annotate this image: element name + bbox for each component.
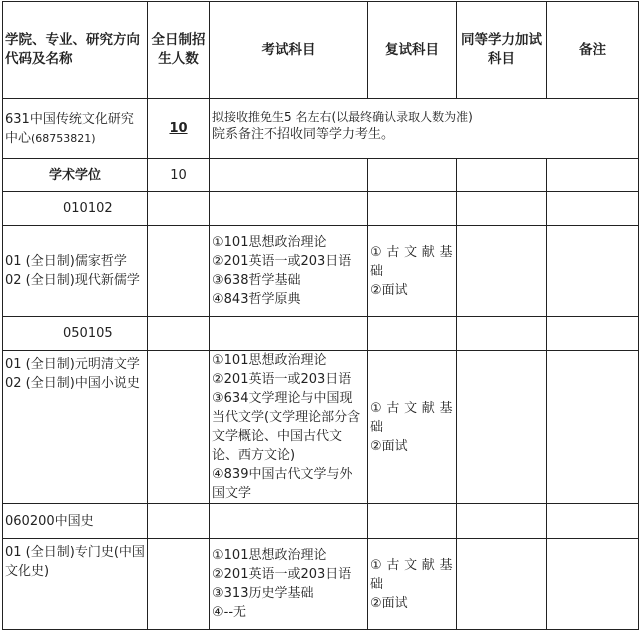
program1-retest-2: ②面试: [370, 282, 408, 298]
program1-retest: [368, 226, 457, 317]
program2-exam-1: ①101思想政治理论: [212, 353, 327, 368]
header-enrollment: 全日制招生人数: [148, 2, 210, 99]
center-count: 10: [169, 121, 188, 136]
center-note-equivalent: 院系备注不招收同等学力考生。: [212, 127, 395, 142]
program3-exam-2: ②201英语一或203日语: [212, 567, 352, 582]
program1-retest-1: ①古文献基础: [370, 244, 454, 279]
admissions-table: [2, 1, 639, 630]
academic-row: [3, 159, 639, 192]
center-phone: (68753821): [31, 131, 96, 145]
program2-exam-3: ③634文学理论与中国现当代文学(文学理论部分含文学概论、中国古代文论、西方文论): [212, 391, 361, 463]
center-notes: [210, 99, 639, 159]
program3-retest-2: ②面试: [370, 595, 408, 611]
program2-retest-2: ②面试: [370, 438, 408, 454]
program1-detail-row: [3, 226, 639, 317]
program2-direction-1: 01 (全日制)元明清文学: [5, 357, 140, 372]
program2-detail-row: [3, 351, 639, 504]
program2-direction-2: 02 (全日制)中国小说史: [5, 376, 140, 391]
center-count-cell: [148, 99, 210, 159]
program3-exam-1: ①101思想政治理论: [212, 548, 327, 563]
program1-directions: [3, 226, 148, 317]
center-row: [3, 99, 639, 159]
header-college-program: 学院、专业、研究方向代码及名称: [3, 2, 148, 99]
header-equivalent-exam: 同等学力加试科目: [457, 2, 547, 99]
program3-retest-1: ①古文献基础: [370, 557, 454, 592]
program2-directions: [3, 351, 148, 504]
program1-exam-2: ②201英语一或203日语: [212, 254, 352, 269]
program1-exam-4: ④843哲学原典: [212, 292, 301, 307]
program3-code-row: [3, 504, 639, 539]
program3-detail-row: [3, 539, 639, 630]
program1-code-row: [3, 192, 639, 226]
center-name: 631中国传统文化研究中心: [5, 111, 134, 146]
program2-exam-4: ④839中国古代文学与外国文学: [212, 467, 353, 501]
program1-exam-3: ③638哲学基础: [212, 273, 301, 288]
center-name-cell: [3, 99, 148, 159]
program2-code-row: [3, 317, 639, 351]
header-exam-subjects: 考试科目: [210, 2, 368, 99]
academic-label: 学术学位: [3, 159, 148, 192]
program3-code: 060200中国史: [3, 504, 148, 539]
header-remarks: 备注: [547, 2, 639, 99]
program3-direction-1: 01 (全日制)专门史(中国文化史): [5, 545, 145, 579]
program3-exams: [210, 539, 368, 630]
program1-direction-1: 01 (全日制)儒家哲学: [5, 254, 127, 269]
center-note-recommend: 拟接收推免生5 名左右(以最终确认录取人数为准): [212, 110, 473, 124]
program3-exam-4: ④--无: [212, 605, 247, 620]
program1-exams: [210, 226, 368, 317]
program3-exam-3: ③313历史学基础: [212, 586, 314, 601]
program1-exam-1: ①101思想政治理论: [212, 235, 327, 250]
academic-count: 10: [148, 159, 210, 192]
program3-directions: [3, 539, 148, 630]
program2-retest-1: ①古文献基础: [370, 400, 454, 435]
header-row: [3, 2, 639, 99]
program2-code: 050105: [3, 317, 148, 351]
header-retest-subjects: 复试科目: [368, 2, 457, 99]
program1-direction-2: 02 (全日制)现代新儒学: [5, 273, 140, 288]
program2-exam-2: ②201英语一或203日语: [212, 372, 352, 387]
program3-retest: [368, 539, 457, 630]
program2-retest: [368, 351, 457, 504]
program1-code: 010102: [3, 192, 148, 226]
program2-exams: [210, 351, 368, 504]
